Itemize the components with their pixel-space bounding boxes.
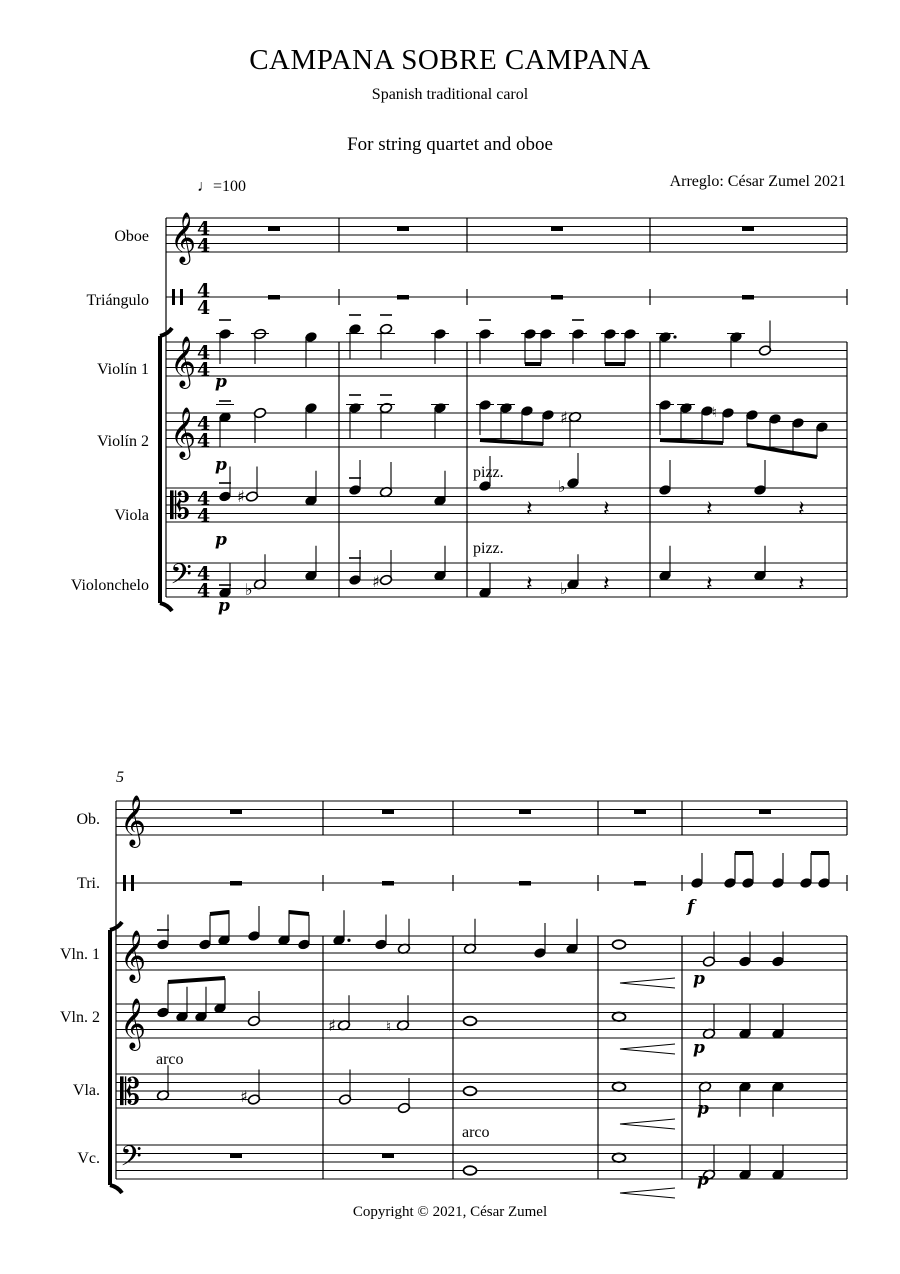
dynamic-f: f — [687, 897, 695, 917]
whole-rest — [634, 810, 646, 815]
treble-clef: 𝄞 — [120, 795, 147, 846]
whole-rest — [230, 1154, 242, 1159]
whole-note — [464, 1017, 477, 1026]
beam — [210, 912, 229, 914]
time-signature: 4 — [197, 488, 211, 510]
time-signature: 4 — [197, 342, 211, 364]
treble-clef: 𝄞 — [120, 930, 147, 981]
time-signature: 4 — [197, 413, 211, 435]
sharp-sign: ♯ — [240, 1087, 248, 1106]
alto-clef: 𝄡 — [120, 1072, 141, 1113]
subtitle: Spanish traditional carol — [371, 86, 529, 103]
whole-rest — [397, 227, 409, 232]
percussion-clef — [180, 289, 183, 305]
bass-clef: 𝄢 — [120, 1140, 142, 1180]
pizz-text: pizz. — [473, 540, 504, 557]
crescendo-hairpin — [620, 1188, 675, 1198]
dynamic-p: p — [693, 969, 705, 989]
measure-number: 5 — [116, 769, 124, 786]
page-title: CAMPANA SOBRE CAMPANA — [249, 44, 651, 76]
sharp-sign: ♯ — [237, 487, 245, 506]
time-signature: 4 — [197, 235, 211, 257]
whole-rest — [382, 1154, 394, 1159]
dynamic-p: p — [215, 530, 227, 550]
alto-clef: 𝄡 — [170, 486, 191, 527]
time-signature: 4 — [197, 563, 211, 585]
whole-rest — [230, 810, 242, 815]
whole-note — [613, 1012, 626, 1021]
whole-rest — [268, 227, 280, 232]
whole-note — [613, 1082, 626, 1091]
sharp-sign: ♯ — [372, 572, 380, 591]
quarter-rest: 𝄽 — [706, 497, 713, 522]
time-signature: 4 — [197, 218, 211, 240]
whole-rest — [634, 881, 646, 886]
copyright: Copyright © 2021, César Zumel — [352, 1204, 548, 1220]
dynamic-p: p — [218, 596, 230, 616]
instrument-label-violin2: Vln. 2 — [60, 1009, 100, 1026]
crescendo-hairpin — [620, 1119, 675, 1129]
dynamic-p: p — [215, 455, 227, 475]
arranger-credit: Arreglo: César Zumel 2021 — [669, 173, 846, 190]
whole-rest — [551, 227, 563, 232]
percussion-clef — [172, 289, 175, 305]
bass-clef: 𝄢 — [170, 558, 192, 598]
quarter-rest: 𝄽 — [603, 572, 610, 597]
quarter-note-icon: ♩ — [197, 178, 213, 195]
arco-text: arco — [462, 1124, 490, 1141]
quarter-rest: 𝄽 — [603, 497, 610, 522]
instrument-label-viola: Viola — [114, 507, 149, 524]
score-layer — [110, 212, 847, 1198]
whole-rest — [268, 295, 280, 300]
pizz-text: pizz. — [473, 464, 504, 481]
instrument-label-oboe: Ob. — [76, 811, 100, 828]
whole-rest — [382, 881, 394, 886]
percussion-clef — [131, 875, 134, 891]
whole-rest — [519, 810, 531, 815]
quarter-rest: 𝄽 — [526, 572, 533, 597]
dynamic-p: p — [697, 1099, 709, 1119]
instrument-label-violin1: Violín 1 — [97, 361, 149, 378]
whole-note — [464, 1166, 477, 1175]
time-signature: 4 — [197, 297, 211, 319]
crescendo-hairpin — [620, 1044, 675, 1054]
instrument-label-triangle: Tri. — [77, 875, 100, 892]
crescendo-hairpin — [620, 978, 675, 988]
quarter-rest: 𝄽 — [798, 572, 805, 597]
tempo-value: =100 — [213, 178, 247, 195]
dynamic-p: p — [693, 1038, 705, 1058]
whole-rest — [519, 881, 531, 886]
time-signature: 4 — [197, 359, 211, 381]
dynamic-p: p — [215, 372, 227, 392]
whole-note — [613, 940, 626, 949]
treble-clef: 𝄞 — [170, 407, 197, 458]
instrument-label-oboe: Oboe — [114, 228, 149, 245]
instrument-label-violin2: Violín 2 — [97, 433, 149, 450]
whole-rest — [382, 810, 394, 815]
whole-rest — [397, 295, 409, 300]
whole-rest — [742, 295, 754, 300]
treble-clef: 𝄞 — [170, 212, 197, 263]
time-signature: 4 — [197, 280, 211, 302]
time-signature: 4 — [197, 505, 211, 527]
dot — [673, 335, 676, 338]
natural-sign: ♮ — [386, 1019, 392, 1035]
beam — [660, 440, 723, 443]
quarter-rest: 𝄽 — [526, 497, 533, 522]
whole-rest — [230, 881, 242, 886]
instrumentation: For string quartet and oboe — [347, 134, 553, 155]
whole-note — [464, 1087, 477, 1096]
whole-rest — [742, 227, 754, 232]
quarter-rest: 𝄽 — [706, 572, 713, 597]
beam — [168, 978, 225, 982]
treble-clef: 𝄞 — [120, 998, 147, 1049]
whole-note — [613, 1153, 626, 1162]
treble-clef: 𝄞 — [170, 336, 197, 387]
arco-text: arco — [156, 1051, 184, 1068]
time-signature: 4 — [197, 580, 211, 602]
flat-sign: ♭ — [560, 579, 568, 598]
beam — [289, 912, 309, 914]
instrument-label-violin1: Vln. 1 — [60, 946, 100, 963]
percussion-clef — [123, 875, 126, 891]
flat-sign: ♭ — [245, 580, 253, 599]
sharp-sign: ♯ — [560, 408, 568, 427]
whole-rest — [759, 810, 771, 815]
instrument-label-triangle: Triángulo — [86, 292, 149, 309]
instrument-label-viola: Vla. — [72, 1082, 100, 1099]
instrument-label-cello: Violonchelo — [70, 577, 149, 594]
beam — [480, 440, 543, 444]
quarter-rest: 𝄽 — [798, 497, 805, 522]
whole-rest — [551, 295, 563, 300]
natural-sign: ♮ — [712, 405, 718, 421]
time-signature: 4 — [197, 430, 211, 452]
flat-sign: ♭ — [558, 477, 566, 496]
dynamic-p: p — [697, 1170, 709, 1190]
dot — [347, 939, 350, 942]
sharp-sign: ♯ — [328, 1016, 336, 1035]
instrument-label-cello: Vc. — [77, 1150, 100, 1167]
